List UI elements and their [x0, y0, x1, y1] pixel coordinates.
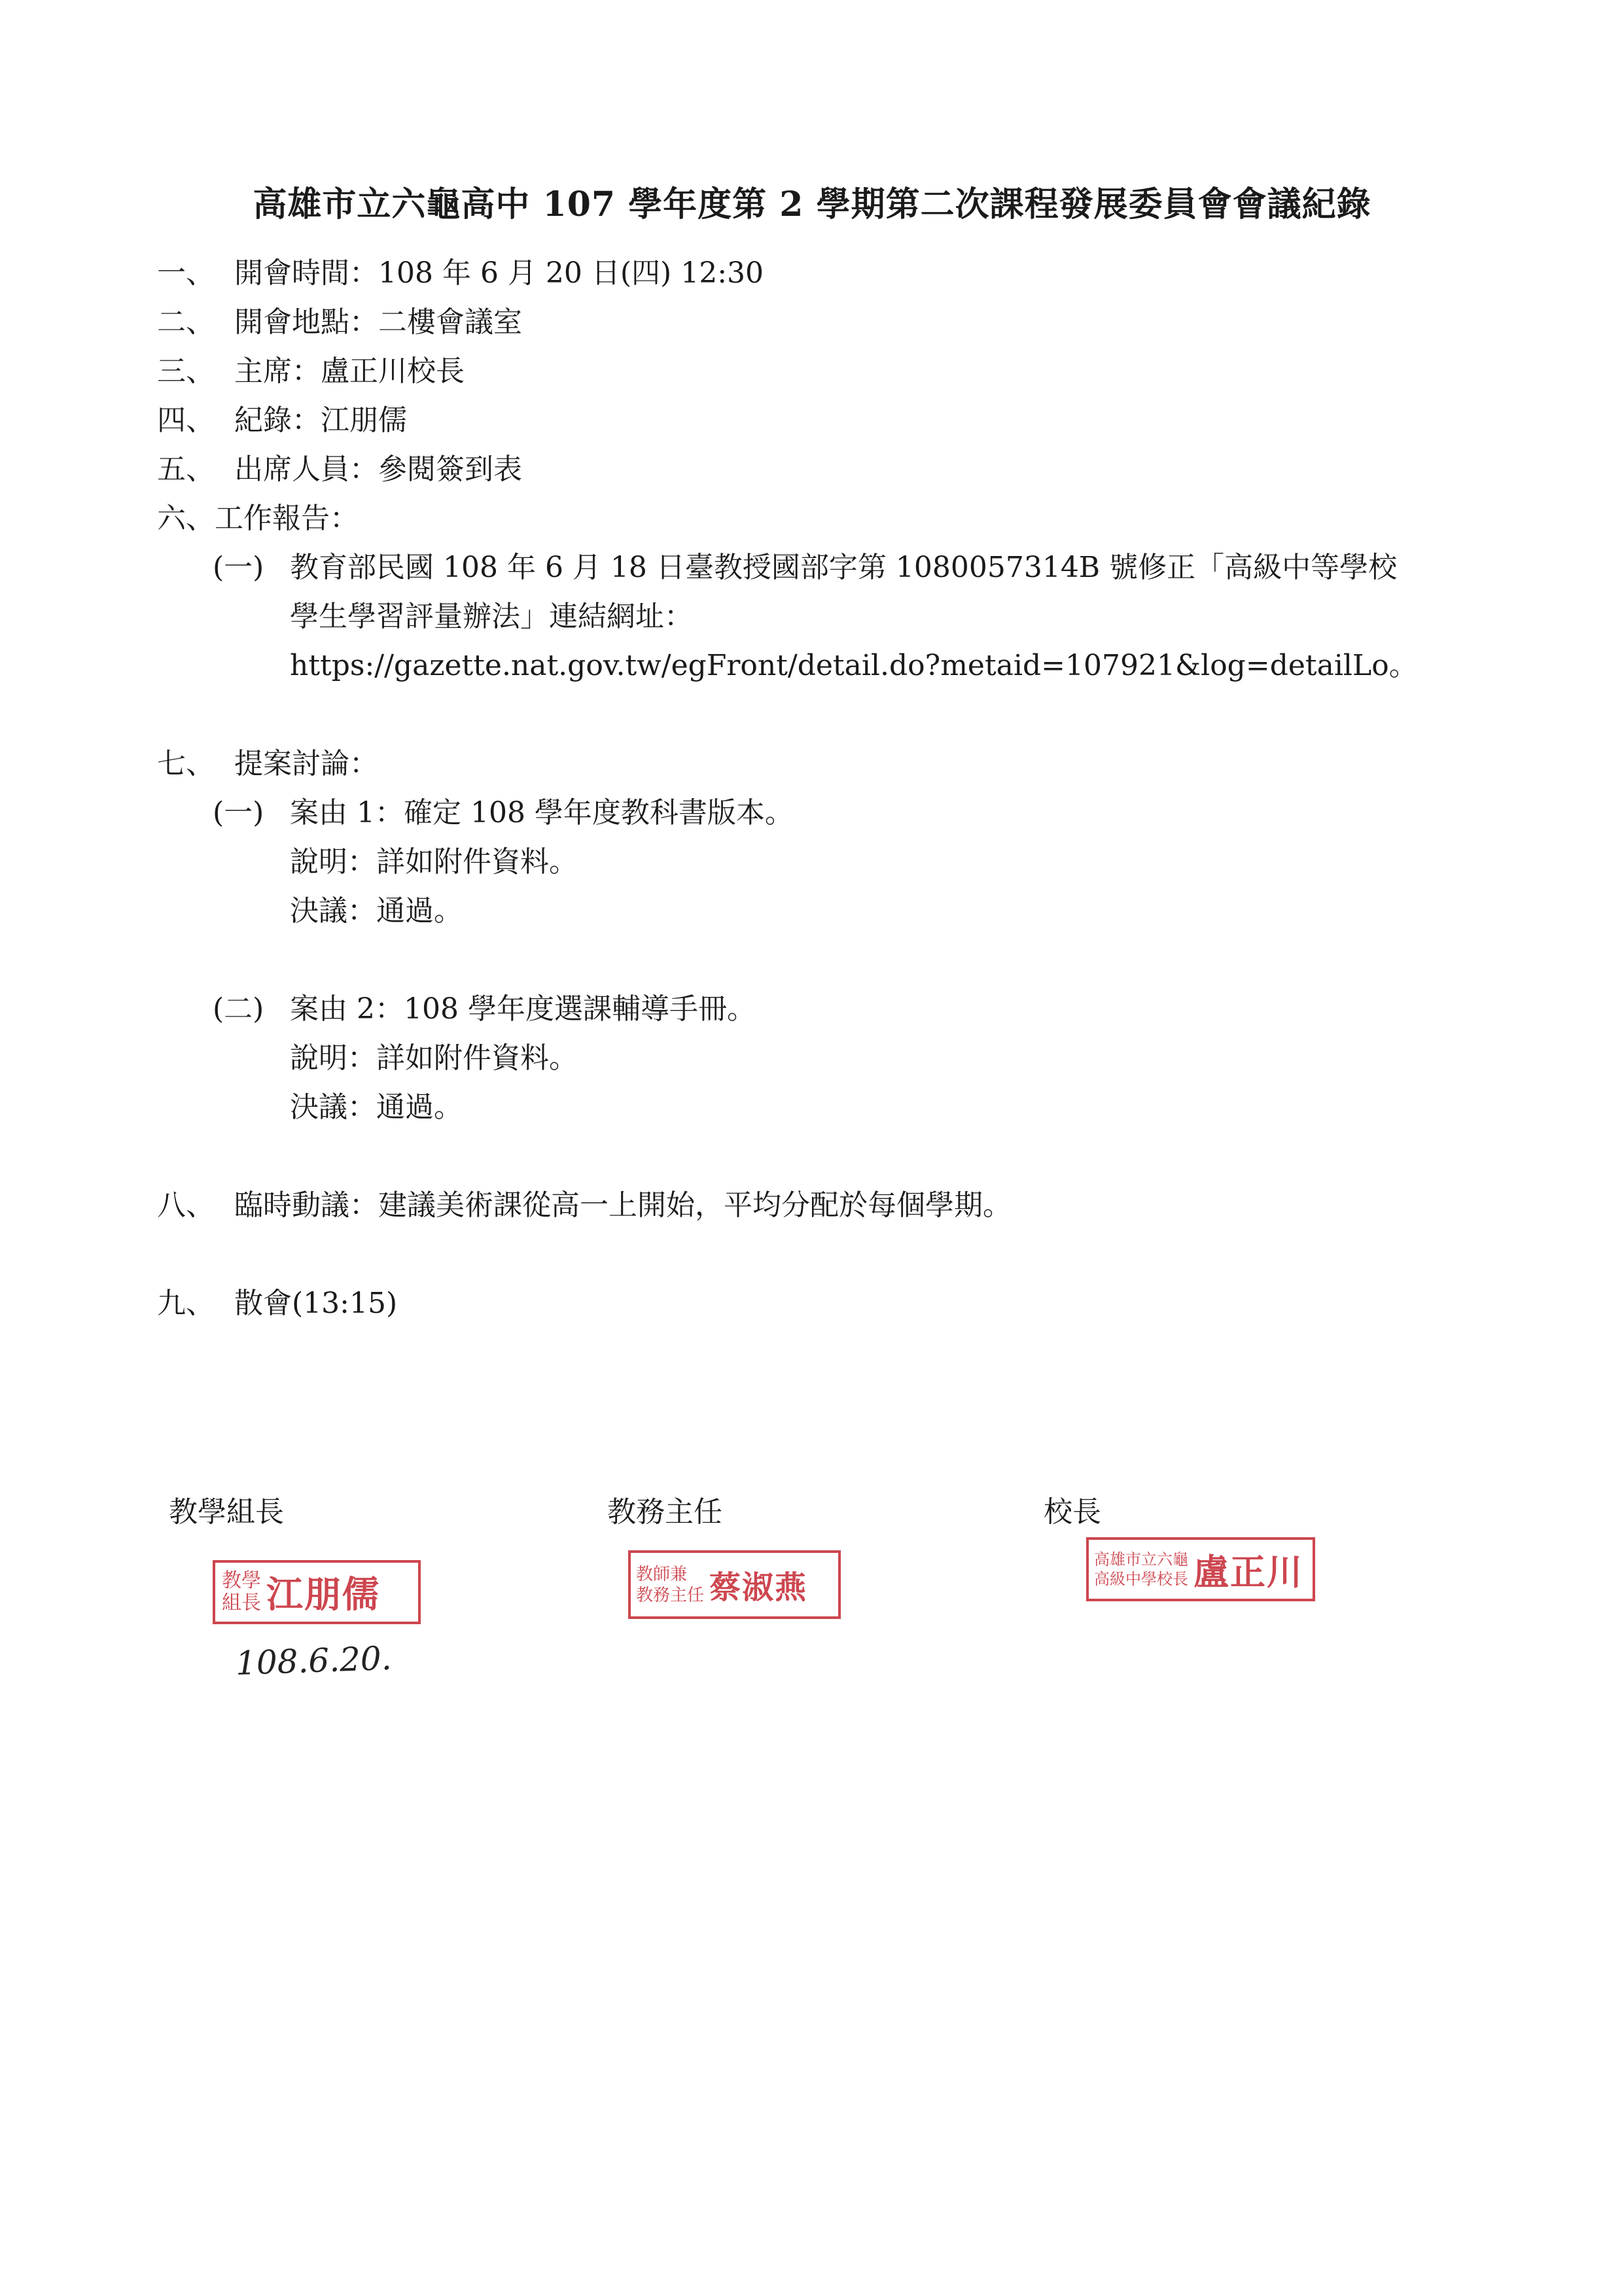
handwritten-date: 108.6.20. — [235, 1639, 393, 1683]
signature-label-academic-director: 教務主任 — [607, 1495, 722, 1529]
signature-label-principal: 校長 — [1044, 1495, 1101, 1529]
report-number: (一) — [213, 551, 264, 584]
seal-title-line-2: 教務主任 — [636, 1585, 705, 1605]
item-attendees — [157, 450, 522, 489]
report-link[interactable]: https://gazette.nat.gov.tw/egFront/detail.do?metaid=107921&log=detailLo。 — [290, 649, 1418, 682]
seal-name: 盧正川 — [1193, 1551, 1303, 1593]
item-adjourn — [157, 1284, 397, 1323]
seal-title-line-1: 教學 — [222, 1569, 261, 1592]
item-chair — [157, 352, 465, 391]
item-text: 主席：盧正川校長 — [234, 355, 465, 388]
item-text: 開會時間：108 年 6 月 20 日(四) 12:30 — [234, 256, 764, 290]
item-meeting-location — [157, 303, 522, 342]
item-number: 四、 — [157, 404, 215, 437]
signature-label-teaching-head: 教學組長 — [169, 1495, 284, 1529]
case-1-resolution: 決議：通過。 — [290, 894, 463, 928]
item-text: 紀錄：江朋儒 — [234, 404, 407, 437]
report-line-2: 學生學習評量辦法」連結網址： — [290, 600, 693, 633]
item-text: 出席人員：參閱簽到表 — [234, 453, 522, 486]
document-title: 高雄市立六龜高中 107 學年度第 2 學期第二次課程發展委員會會議紀錄 — [253, 184, 1371, 224]
case-number: (二) — [213, 992, 264, 1026]
seal-title — [1094, 1550, 1188, 1589]
case-1-title — [213, 793, 794, 833]
item-text: 散會(13:15) — [234, 1287, 398, 1320]
seal-academic-director — [628, 1550, 841, 1619]
case-1-explain: 說明：詳如附件資料。 — [290, 845, 578, 878]
seal-title-line-2: 組長 — [222, 1592, 261, 1614]
item-number: 三、 — [157, 355, 215, 388]
item-number: 七、 — [157, 747, 215, 780]
item-number: 二、 — [157, 305, 215, 339]
item-work-report — [157, 499, 359, 538]
seal-teaching-head — [213, 1560, 421, 1624]
case-text: 案由 1：確定 108 學年度教科書版本。 — [290, 796, 794, 829]
item-text: 工作報告： — [215, 502, 359, 535]
case-2-resolution: 決議：通過。 — [290, 1090, 463, 1124]
item-number: 六、 — [157, 502, 215, 535]
item-text: 提案討論： — [234, 747, 378, 780]
item-number: 五、 — [157, 453, 215, 486]
case-number: (一) — [213, 796, 264, 829]
item-text: 臨時動議：建議美術課從高一上開始，平均分配於每個學期。 — [234, 1189, 1012, 1222]
item-discussion — [157, 744, 378, 784]
report-line-1 — [213, 548, 1397, 587]
seal-title — [222, 1570, 261, 1614]
seal-name: 江朋儒 — [266, 1574, 380, 1616]
item-recorder — [157, 401, 407, 440]
item-number: 一、 — [157, 256, 215, 290]
seal-title-line-2: 高級中學校長 — [1094, 1570, 1188, 1588]
seal-title — [636, 1564, 704, 1606]
item-number: 九、 — [157, 1287, 215, 1320]
case-text: 案由 2：108 學年度選課輔導手冊。 — [290, 992, 756, 1026]
seal-name: 蔡淑燕 — [709, 1569, 808, 1606]
item-number: 八、 — [157, 1189, 215, 1222]
seal-title-line-1: 高雄市立六龜 — [1094, 1550, 1188, 1569]
item-meeting-time — [157, 254, 764, 293]
item-motion — [157, 1186, 1012, 1225]
case-2-title — [213, 990, 756, 1029]
case-2-explain: 說明：詳如附件資料。 — [290, 1041, 578, 1075]
seal-title-line-1: 教師兼 — [636, 1564, 688, 1584]
seal-principal — [1086, 1537, 1315, 1601]
item-text: 開會地點：二樓會議室 — [234, 305, 522, 339]
report-text: 教育部民國 108 年 6 月 18 日臺教授國部字第 1080057314B 號修正「高級中等學校 — [290, 551, 1398, 584]
